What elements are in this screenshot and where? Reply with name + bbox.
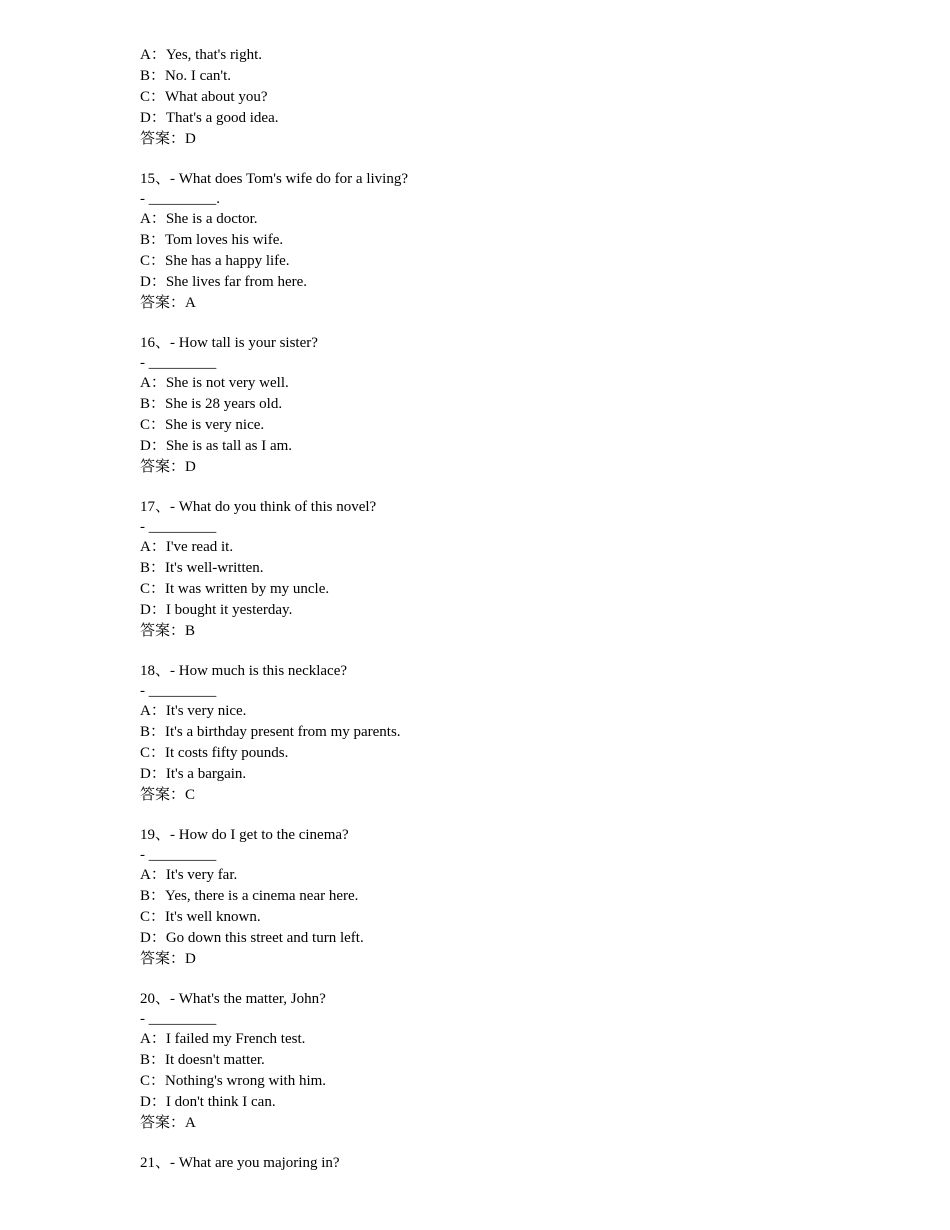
- answer-blank: - _________: [140, 683, 217, 699]
- answer: 答案：D: [140, 951, 196, 967]
- option-d: D：That's a good idea.: [140, 110, 279, 126]
- option-c: C：It's well known.: [140, 909, 261, 925]
- option-d: D：I bought it yesterday.: [140, 602, 293, 618]
- option-c: C：It costs fifty pounds.: [140, 745, 289, 761]
- answer-blank: - _________: [140, 519, 217, 535]
- question-text: 21、- What are you majoring in?: [140, 1155, 340, 1171]
- question-block-21: [140, 1153, 900, 1174]
- question-block-15: [140, 169, 900, 314]
- option-a: A：It's very nice.: [140, 703, 247, 719]
- option-c: C：She is very nice.: [140, 417, 265, 433]
- option-d: D：She is as tall as I am.: [140, 438, 293, 454]
- option-a: A：I've read it.: [140, 539, 234, 555]
- answer: 答案：B: [140, 623, 196, 639]
- question-text: 16、- How tall is your sister?: [140, 335, 318, 351]
- option-a: A：Yes, that's right.: [140, 47, 263, 63]
- answer: 答案：A: [140, 295, 196, 311]
- option-a: A：She is a doctor.: [140, 211, 258, 227]
- answer: 答案：D: [140, 459, 196, 475]
- question-text: 18、- How much is this necklace?: [140, 663, 348, 679]
- question-block-17: [140, 497, 900, 642]
- option-d: D：She lives far from here.: [140, 274, 308, 290]
- answer-blank: - _________.: [140, 191, 220, 207]
- option-b: B：It's a birthday present from my parents.: [140, 724, 401, 740]
- option-b: B：It's well-written.: [140, 560, 264, 576]
- option-c: C：It was written by my uncle.: [140, 581, 330, 597]
- option-b: B：No. I can't.: [140, 68, 232, 84]
- option-c: C：Nothing's wrong with him.: [140, 1073, 327, 1089]
- answer-blank: - _________: [140, 1011, 217, 1027]
- answer-blank: - _________: [140, 847, 217, 863]
- option-d: D：It's a bargain.: [140, 766, 247, 782]
- answer: 答案：C: [140, 787, 196, 803]
- question-block-20: [140, 989, 900, 1134]
- question-text: 19、- How do I get to the cinema?: [140, 827, 349, 843]
- option-d: D：I don't think I can.: [140, 1094, 276, 1110]
- answer: 答案：D: [140, 131, 196, 147]
- option-b: B：Tom loves his wife.: [140, 232, 284, 248]
- option-a: A：It's very far.: [140, 867, 238, 883]
- option-a: A：She is not very well.: [140, 375, 289, 391]
- option-a: A：I failed my French test.: [140, 1031, 306, 1047]
- question-block-18: [140, 661, 900, 806]
- question-block-16: [140, 333, 900, 478]
- option-b: B：It doesn't matter.: [140, 1052, 265, 1068]
- option-b: B：Yes, there is a cinema near here.: [140, 888, 359, 904]
- option-b: B：She is 28 years old.: [140, 396, 283, 412]
- question-text: 15、- What does Tom's wife do for a living?: [140, 171, 408, 187]
- option-c: C：She has a happy life.: [140, 253, 290, 269]
- answer-blank: - _________: [140, 355, 217, 371]
- question-text: 20、- What's the matter, John?: [140, 991, 326, 1007]
- question-block-14: [140, 45, 900, 150]
- question-text: 17、- What do you think of this novel?: [140, 499, 377, 515]
- answer: 答案：A: [140, 1115, 196, 1131]
- question-block-19: [140, 825, 900, 970]
- document-page: [140, 45, 900, 1174]
- option-d: D：Go down this street and turn left.: [140, 930, 364, 946]
- option-c: C：What about you?: [140, 89, 268, 105]
